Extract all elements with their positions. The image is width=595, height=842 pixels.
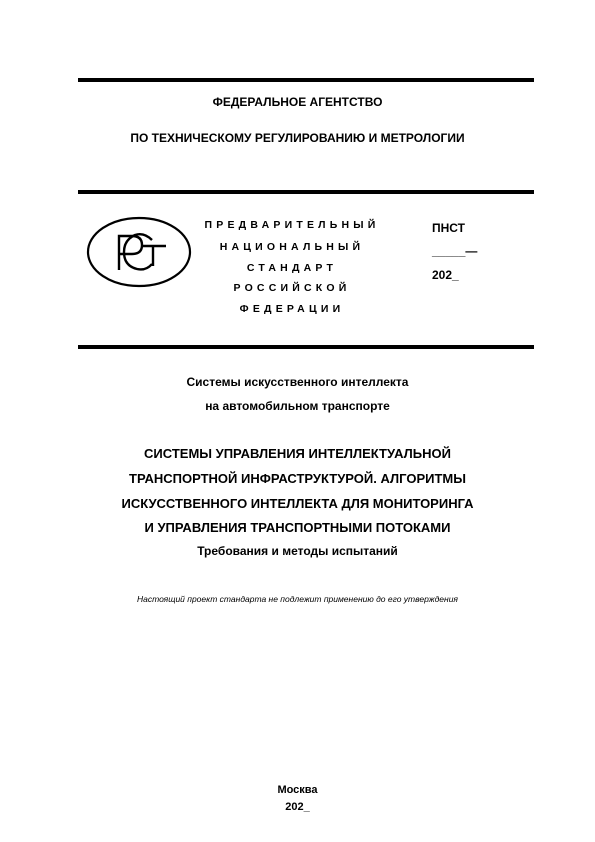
designation-code: ПНСТ: [432, 221, 465, 235]
designation-year: 202_: [432, 268, 459, 282]
agency-name-line2: ПО ТЕХНИЧЕСКОМУ РЕГУЛИРОВАНИЮ И МЕТРОЛОГИИ: [130, 131, 465, 145]
draft-notice: Настоящий проект стандарта не подлежит применению до его утверждения: [137, 594, 458, 604]
title-line-1: СИСТЕМЫ УПРАВЛЕНИЯ ИНТЕЛЛЕКТУАЛЬНОЙ: [144, 446, 451, 461]
standard-type-line-4: РОССИЙСКОЙ: [233, 282, 351, 294]
standard-type-line-3: СТАНДАРТ: [246, 262, 338, 274]
title-line-3: ИСКУССТВЕННОГО ИНТЕЛЛЕКТА ДЛЯ МОНИТОРИНГА: [121, 496, 474, 511]
title-requirements: Требования и методы испытаний: [197, 544, 398, 558]
title-line-2: ТРАНСПОРТНОЙ ИНФРАСТРУКТУРОЙ. АЛГОРИТМЫ: [129, 471, 466, 486]
header-rule: [78, 190, 534, 194]
designation-number: _____—: [432, 244, 478, 258]
footer-year: 202_: [285, 801, 310, 813]
agency-name-line1: ФЕДЕРАЛЬНОЕ АГЕНТСТВО: [212, 95, 383, 109]
standard-type-line-5: ФЕДЕРАЦИИ: [239, 303, 345, 315]
subtitle-line1: Системы искусственного интеллекта: [186, 375, 409, 389]
gost-r-logo-svg: [86, 216, 192, 288]
subtitle-line2: на автомобильном транспорте: [205, 399, 390, 413]
body-rule: [78, 345, 534, 349]
footer-city: Москва: [277, 784, 318, 796]
top-rule: [78, 78, 534, 82]
standard-type-line-2: НАЦИОНАЛЬНЫЙ: [219, 241, 365, 253]
gost-r-logo-icon: [86, 216, 192, 288]
standard-type-line-1: ПРЕДВАРИТЕЛЬНЫЙ: [204, 219, 380, 231]
title-line-4: И УПРАВЛЕНИЯ ТРАНСПОРТНЫМИ ПОТОКАМИ: [144, 520, 451, 535]
